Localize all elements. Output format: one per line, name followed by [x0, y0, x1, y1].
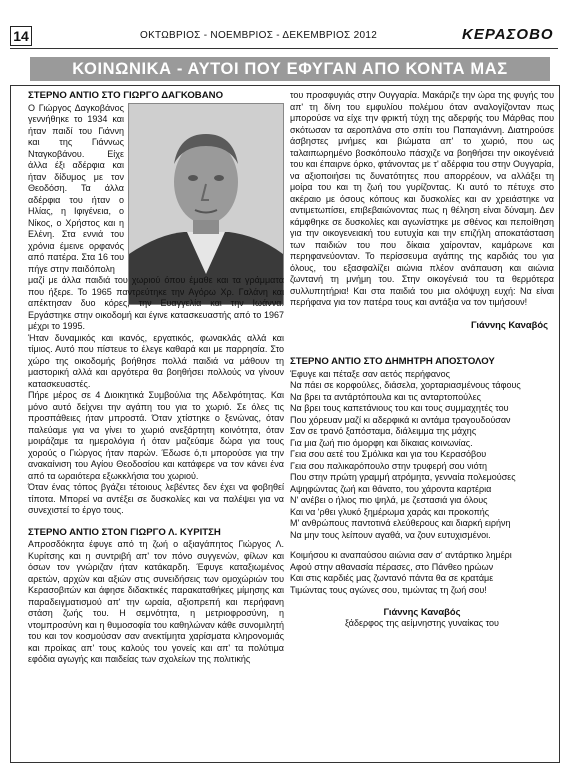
poem-closing	[290, 550, 554, 596]
poem-line: Να πάει σε κορφούλες, διάσελα, χορταριασμένους τάφους	[290, 380, 521, 390]
article1-intro: Ο Γιώργος Δαγκοβάνος γεννήθηκε το 1934 και ήταν παιδί του Γιάννη και της Γιάννως Νταγκοβάνου. Είχε άλλα έξι αδέρφια και ήταν δίδυμος με τον Θεοδόση. Τα άλλα αδέρφια του ήταν ο Ηλίας, η Ιφιγένεια, ο Νίκος, ο Χρήστος και η Ελένη. Στα εννιά του χρόνια έμεινε ορφανός από πατέρα. Στα 16 του πήγε στην παιδόπολη	[28, 102, 124, 274]
article1-title: ΣΤΕΡΝΟ ΑΝΤΙΟ ΣΤΟ ΓΙΩΡΓΟ ΔΑΓΚΟΒΑΝΟ	[28, 90, 224, 101]
page-number: 14	[10, 26, 32, 46]
poem-line: Έφυγε και πέταξε σαν αετός περήφανος	[290, 368, 450, 379]
poem-line: Να βρει τα αντάρτόπουλα και τις ανταρτοπούλες	[290, 391, 481, 402]
poem-line: Για μια ζωή πιο όμορφη και δίκαιας κοινωνίας.	[290, 437, 473, 448]
article2-title: ΣΤΕΡΝΟ ΑΝΤΙΟ ΣΤΟΝ ΓΙΩΡΓΟ Λ. ΚΥΡΙΤΣΗ	[28, 526, 221, 538]
right-column	[290, 90, 554, 629]
poem-line: Να βρει τους καπετάνιους του και τους συμμαχητές του	[290, 403, 509, 413]
article1-paragraph-2: Ήταν δυναμικός και ικανός, εργατικός, φωνακλάς αλλά και τίμιος. Αυτό που πίστευε το έλεγε καθαρά και με παρρησία. Στο χώρο της οικοδομής βοήθησε πολλά παιδιά να μάθουν τη μαστορική αλλά και αργότερα θα βοηθήσει πολλούς να γίνουν κατασκευαστές.	[28, 332, 284, 389]
closing-line: Αφού στην αθανασία πέρασες, στο Πάνθεο ηρώων	[290, 561, 494, 572]
article2-continuation: του προσφυγιάς στην Ουγγαρία. Μακάριζε την ώρα της φυγής του απ' τη δίνη του εμφυλίου πολέμου όταν αναλογίζονταν πως μπορούσε να είχε την φρικτή τύχη της αδερφής του Μάρθας που σκότωσαν τα αεροπλάνα στο σπίτι του Παπαγιάννη. Διατηρούσε άσβηστες μνήμες και βιώματα απ' το χωριό, που ως ταλαιπωρημένο βοσκόπουλο πάσχιζε να βοηθήσει την οικογένειά του και έπαιρνε όρκο, φτάνοντας με τ' αδέρφια του στην Ουγγαρία, να αξιοποιήσει τις δυνατότητες που απορρέουν, να αλλάξει τη μοίρα του και τη ζωή του γυρίζοντας. Κι αυτό το πέτυχε στο ακέραιο με όσους κόπους και δυσκολίες και αν χρειάστηκε να αντιμετωπίσει, επιβεβαιώνοντας πως η θέληση είναι δύναμη. Δεν κάμφθηκε σε δυσκολίες και αγωνίστηκε με σθένος και πεποίθηση για την οικογενειακή του ευτυχία και την επιζήλη αποκατάσταση των παιδιών του που δίκαια χαίρονταν, καμάρωνε και περηφανεύονταν. Το περίσσευμα αγάπης της καρδιάς του για όλους, του εξασφαλίζει αιώνια πλέον ανάπαυση και αιώνια ζωντανή τη μνήμη του. Στην οικογένειά του τα θερμότερα συλλυπητήρια! Και στα παιδιά του μια ολόψυχη ευχή: Να είναι περήφανα για τον πατέρα τους και αντάξια να τον τιμήσουν!	[290, 90, 554, 307]
poem	[290, 369, 554, 542]
closing-line: Τιμώντας τους αγώνες σου, τιμώντας τη ζωή σου!	[290, 584, 487, 595]
poem-line: Και να 'ρθει γλυκό ξημέρωμα χαράς και προκοπής	[290, 506, 490, 517]
poem-line: Αψηφώντας ζωή και θάνατο, του χάροντα καρτέρια	[290, 483, 492, 494]
closing-line: Και στις καρδιές μας ζωντανό πάντα θα σε κρατάμε	[290, 573, 494, 583]
article3-signature-note: ξάδερφος της αείμνηστης γυναίκας του	[345, 617, 499, 628]
article1-paragraph-4: Όταν ένας τόπος βγάζει τέτοιους λεβέντες δεν έχει να φοβηθεί τίποτα. Μπορεί να αντέξει σε δυσκολίες και να παλέψει για να συνεχιστεί το έργο τους.	[28, 482, 284, 515]
article2-signature: Γιάννης Καναβός	[471, 318, 548, 330]
poem-line: Ν' ανέβει ο ήλιος πιο ψηλά, με ζεστασιά για όλους	[290, 495, 488, 505]
section-title: ΚΟΙΝΩΝΙΚΑ - ΑΥΤΟΙ ΠΟΥ ΕΦΥΓΑΝ ΑΠΟ ΚΟΝΤΑ ΜΑΣ	[30, 57, 550, 81]
poem-line: Γεια σου παλικαρόπουλο στην τρυφερή σου νιότη	[290, 460, 488, 471]
poem-line: Γεια σου αετέ του Σμόλικα και για του Κερασόβου	[290, 449, 487, 459]
closing-line: Κοιμήσου κι αναπαύσου αιώνια σαν σ' αντάρτικο λημέρι	[290, 550, 512, 560]
poem-line: Που στην πρώτη γραμμή ατρόμητα, γενναία πολεμούσες	[290, 472, 516, 482]
poem-line: Μ' ανθρώπους παντοτινά ελεύθερους και διαρκή ειρήνη	[290, 518, 511, 528]
left-column	[28, 90, 284, 666]
issue-date: ΟΚΤΩΒΡΙΟΣ - ΝΟΕΜΒΡΙΟΣ - ΔΕΚΕΜΒΡΙΟΣ 2012	[140, 30, 378, 41]
poem-line: Να μην τους λείπουν αγαθά, να ζουν ευτυχισμένοι.	[290, 529, 491, 540]
header-rule	[10, 48, 558, 49]
poem-line: Σαν σε τρανό ξαπόσταμα, διάλειμμα της μάχης	[290, 426, 477, 436]
publication-name: ΚΕΡΑΣΟΒΟ	[462, 26, 554, 43]
article2-text: Απροσδόκητα έφυγε από τη ζωή ο αξιαγάπητος Γιώργος Λ. Κυρίτσης και η συντριβή απ' τον πόνο συγγενών, φίλων και όσων τον γνώριζαν ήταν κατάκαρδη. Έφυγε καταξιωμένος αρετών, αρχών και αξιών στις συνειδήσεις των ομοχώριών του Κερασοβιτών και άφησε διδακτικές παρακαταθήκες μίμησης και παραδειγματισμού απ' την ωραία, αξιοπρεπή και περήφανη στάση ζωής του. Η σεμνότητα, η μετριοφροσύνη, η ντομπροσύνη και η θυμοσοφία του καθηλώναν κάθε συνομιλητή του και τον κοσμούσαν σαν ανεκτίμητα χαρίσματα κληρονομιάς και προίκας απ' τους καλούς του γονείς και απ' τα πολύτιμα εφόδια αγωγής και παιδείας των σχολείων της πολιτικής	[28, 539, 284, 664]
article1-paragraph-1: μαζί με άλλα παιδιά του χωριού όπου έμαθε και τα γράμματα που ήξερε. Το 1965 παντρεύτηκε την Αγόρω Χρ. Γαλάνη και απέκτησαν δυο κόρες, την Ευαγγελία και την Ιωάννα. Εργάστηκε στην οικοδομή και έγινε κατασκευαστής από το 1967 μέχρι το 1995.	[28, 275, 284, 331]
article3-signature: Γιάννης Καναβός	[383, 606, 461, 617]
article1-paragraph-3: Πήρε μέρος σε 4 Διοικητικά Συμβούλια της Αδελφότητας. Και μόνο αυτό δείχνει την αγάπη του για το χωριό. Σε όλες τις προσπάθειες ήταν μπροστά. Όταν χτίστηκε ο ξενώνας, όταν παλεύαμε για να γίνει το χωριό ανεξάρτητη κοινότητα, όταν μοιράζαμε τα ημερολόγια ή όταν μαζεύαμε δώρα για τους χορούς ο Γιώργος ήταν παρών. Έδωσε ό,τι μπορούσε για την ανακαίνιση του Αγίου Θεοδοσίου και κατάφερε να τον κάνει ένα από τα ωραιότερα εξωκκλήσια του χωριού.	[28, 390, 284, 481]
article3-title: ΣΤΕΡΝΟ ΑΝΤΙΟ ΣΤΟ ΔΗΜΗΤΡΗ ΑΠΟΣΤΟΛΟΥ	[290, 356, 495, 367]
poem-line: Που χόρευαν μαζί κι αδερφικά κι αντάμα τραγουδούσαν	[290, 414, 511, 425]
